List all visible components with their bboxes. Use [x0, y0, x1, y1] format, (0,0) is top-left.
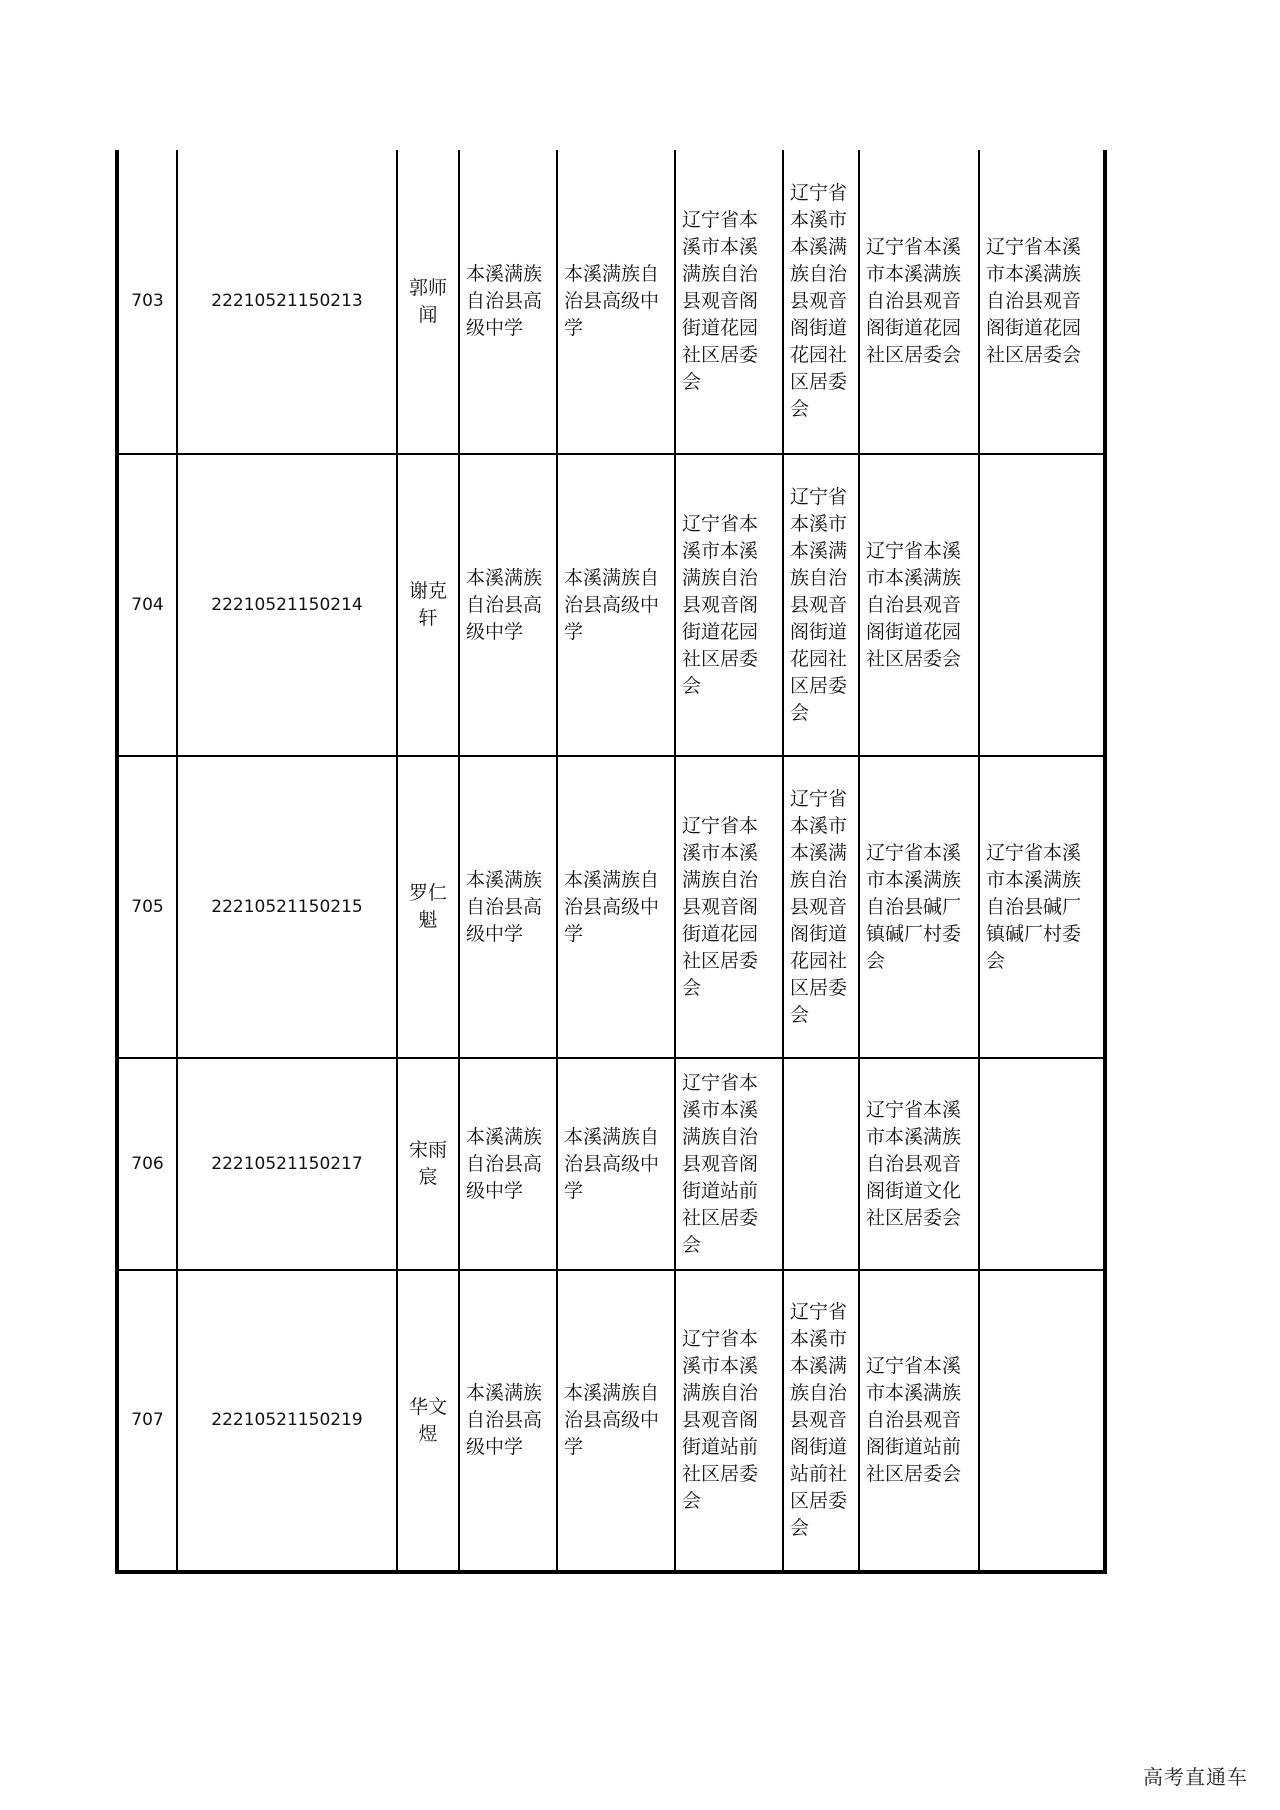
address-cell-2: 辽宁省本溪市本溪满族自治县观音阁街道花园社区居委会: [783, 756, 859, 1058]
address-cell-1: 辽宁省本溪市本溪满族自治县观音阁街道花园社区居委会: [675, 454, 783, 756]
document-sheet: [115, 150, 1103, 1548]
exam-number: 22210521150215: [177, 756, 397, 1058]
student-name: 宋雨宸: [397, 1058, 459, 1270]
address-cell-3: 辽宁省本溪市本溪满族自治县观音阁街道花园社区居委会: [859, 150, 979, 454]
row-index: 707: [117, 1270, 177, 1572]
table-row: [117, 1058, 1105, 1270]
address-cell-1: 辽宁省本溪市本溪满族自治县观音阁街道站前社区居委会: [675, 1058, 783, 1270]
address-cell-1: 辽宁省本溪市本溪满族自治县观音阁街道花园社区居委会: [675, 150, 783, 454]
address-cell-4: [979, 1058, 1105, 1270]
school-cell: 本溪满族自治县高级中学: [459, 1270, 557, 1572]
exam-number: 22210521150219: [177, 1270, 397, 1572]
school-cell-2: 本溪满族自治县高级中学: [557, 1058, 675, 1270]
student-name: 谢克轩: [397, 454, 459, 756]
row-index: 705: [117, 756, 177, 1058]
school-cell-2: 本溪满族自治县高级中学: [557, 454, 675, 756]
school-cell: 本溪满族自治县高级中学: [459, 150, 557, 454]
row-index: 706: [117, 1058, 177, 1270]
student-name: 郭师闻: [397, 150, 459, 454]
row-index: 704: [117, 454, 177, 756]
table-row: [117, 1270, 1105, 1572]
address-cell-4: [979, 1270, 1105, 1572]
exam-number: 22210521150217: [177, 1058, 397, 1270]
school-cell: 本溪满族自治县高级中学: [459, 1058, 557, 1270]
table-row: [117, 454, 1105, 756]
address-cell-3: 辽宁省本溪市本溪满族自治县观音阁街道文化社区居委会: [859, 1058, 979, 1270]
exam-number: 22210521150213: [177, 150, 397, 454]
school-cell-2: 本溪满族自治县高级中学: [557, 756, 675, 1058]
watermark-text: 高考直通车: [1143, 1765, 1248, 1789]
row-index: 703: [117, 150, 177, 454]
school-cell-2: 本溪满族自治县高级中学: [557, 1270, 675, 1572]
student-name: 华文煜: [397, 1270, 459, 1572]
address-cell-2: 辽宁省本溪市本溪满族自治县观音阁街道花园社区居委会: [783, 150, 859, 454]
address-cell-4: [979, 454, 1105, 756]
table-row: [117, 756, 1105, 1058]
school-cell: 本溪满族自治县高级中学: [459, 454, 557, 756]
address-cell-4: 辽宁省本溪市本溪满族自治县碱厂镇碱厂村委会: [979, 756, 1105, 1058]
table-row: [117, 150, 1105, 454]
address-cell-2: 辽宁省本溪市本溪满族自治县观音阁街道花园社区居委会: [783, 454, 859, 756]
address-cell-3: 辽宁省本溪市本溪满族自治县观音阁街道站前社区居委会: [859, 1270, 979, 1572]
exam-number: 22210521150214: [177, 454, 397, 756]
address-cell-3: 辽宁省本溪市本溪满族自治县碱厂镇碱厂村委会: [859, 756, 979, 1058]
address-cell-2: [783, 1058, 859, 1270]
school-cell-2: 本溪满族自治县高级中学: [557, 150, 675, 454]
school-cell: 本溪满族自治县高级中学: [459, 756, 557, 1058]
address-cell-1: 辽宁省本溪市本溪满族自治县观音阁街道站前社区居委会: [675, 1270, 783, 1572]
student-name: 罗仁魁: [397, 756, 459, 1058]
address-cell-1: 辽宁省本溪市本溪满族自治县观音阁街道花园社区居委会: [675, 756, 783, 1058]
address-cell-2: 辽宁省本溪市本溪满族自治县观音阁街道站前社区居委会: [783, 1270, 859, 1572]
student-table: [115, 150, 1107, 1574]
address-cell-3: 辽宁省本溪市本溪满族自治县观音阁街道花园社区居委会: [859, 454, 979, 756]
address-cell-4: 辽宁省本溪市本溪满族自治县观音阁街道花园社区居委会: [979, 150, 1105, 454]
